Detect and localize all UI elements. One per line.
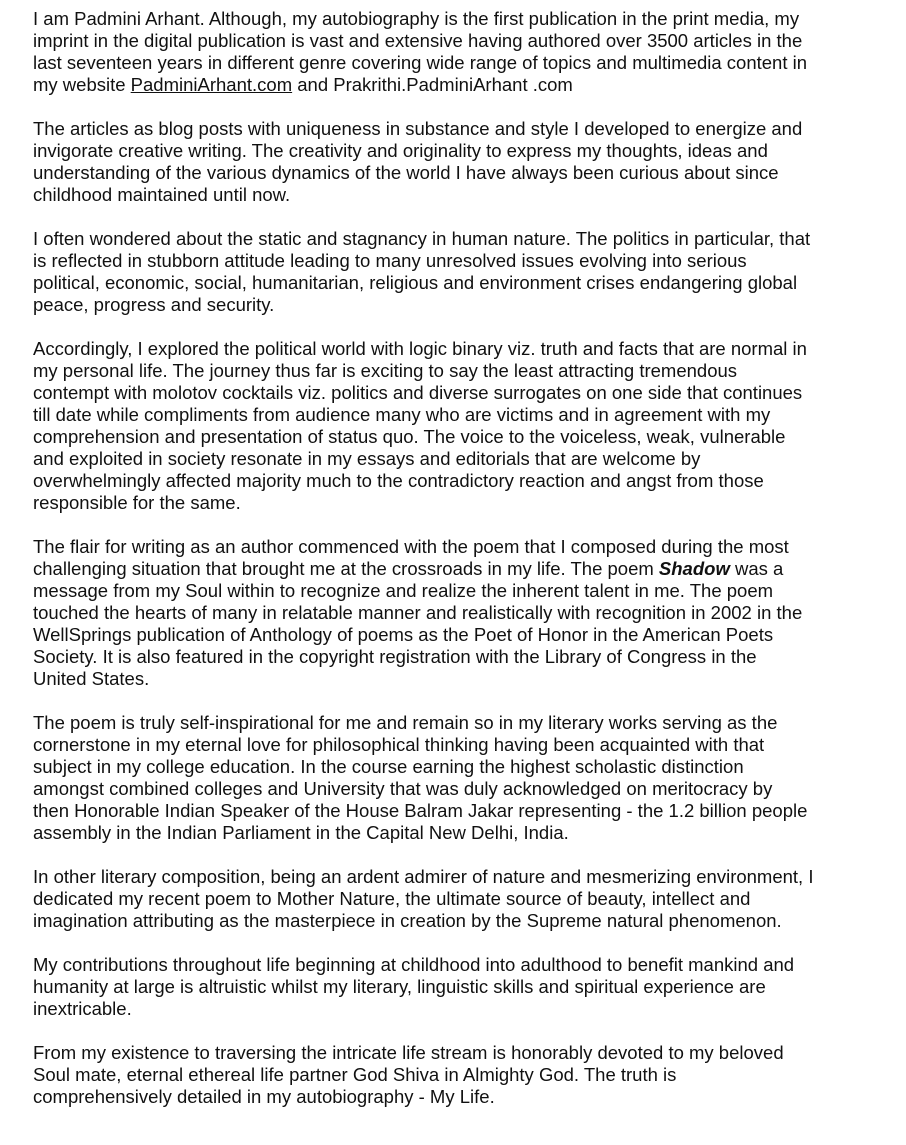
paragraph-poem-text-end: was a message from my Soul within to recognize and realize the inherent talent in me. The poem touched the hearts of many in relatable manner and realistically with recognition in 2002 in the WellSprings publication of Anthology of poems as the Poet of Honor in the American Poets Society. It is also featured in the copyright registration with the Library of Congress in the United States. bbox=[33, 558, 803, 689]
paragraph-intro-text-end: and Prakrithi.PadminiArhant .com bbox=[292, 74, 573, 95]
paragraph-intro-text: I am Padmini Arhant. Although, my autobiography is the first publication in the print media, my imprint in the digital publication is vast and extensive having authored over 3500 articles in the last seventeen years in different genre covering wide range of topics and multimedia content in my website bbox=[33, 8, 808, 95]
paragraph-self-inspiration: The poem is truly self-inspirational for me and remain so in my literary works serving as the cornerstone in my eternal love for philosophical thinking having been acquainted with that subject in my college education. In the course earning the highest scholastic distinction amongst combined colleges and University that was duly acknowledged on meritocracy by then Honorable Indian Speaker of the House Balram Jakar representing - the 1.2 billion people assembly in the Indian Parliament in the Capital New Delhi, India. bbox=[33, 712, 808, 843]
paragraph-political-world: Accordingly, I explored the political world with logic binary viz. truth and facts that are normal in my personal life. The journey thus far is exciting to say the least attracting tremendous contempt with molotov cocktails viz. politics and diverse surrogates on one side that continues till date while compliments from audience many who are victims and in agreement with my comprehension and presentation of status quo. The voice to the voiceless, weak, vulnerable and exploited in society resonate in my essays and editorials that are welcome by overwhelmingly affected majority much to the contradictory reaction and angst from those responsible for the same. bbox=[33, 338, 807, 513]
paragraph-closing: From my existence to traversing the intricate life stream is honorably devoted to my beloved Soul mate, eternal ethereal life partner God Shiva in Almighty God. The truth is comprehensively detailed in my autobiography - My Life. bbox=[33, 1042, 784, 1107]
paragraph-poem-text: The flair for writing as an author commenced with the poem that I composed during the most challenging situation that brought me at the crossroads in my life. The poem bbox=[33, 536, 789, 579]
paragraph-mother-nature: In other literary composition, being an ardent admirer of nature and mesmerizing environment, I dedicated my recent poem to Mother Nature, the ultimate source of beauty, intellect and imagination attributing as the masterpiece in creation by the Supreme natural phenomenon. bbox=[33, 866, 814, 931]
paragraph-intro bbox=[33, 8, 889, 96]
document-body bbox=[33, 8, 889, 1130]
paragraph-articles: The articles as blog posts with uniqueness in substance and style I developed to energize and invigorate creative writing. The creativity and originality to express my thoughts, ideas and understanding of the various dynamics of the world I have always been curious about since childhood maintained until now. bbox=[33, 118, 803, 205]
paragraph-poem-shadow bbox=[33, 536, 889, 690]
paragraph-contributions: My contributions throughout life beginning at childhood into adulthood to benefit mankind and humanity at large is altruistic whilst my literary, linguistic skills and spiritual experience are inextricable. bbox=[33, 954, 795, 1019]
poem-title: Shadow bbox=[658, 558, 730, 579]
paragraph-human-nature: I often wondered about the static and stagnancy in human nature. The politics in particular, that is reflected in stubborn attitude leading to many unresolved issues evolving into serious political, economic, social, humanitarian, religious and environment crises endangering global peace, progress and security. bbox=[33, 228, 811, 315]
website-link[interactable]: PadminiArhant.com bbox=[130, 74, 293, 95]
